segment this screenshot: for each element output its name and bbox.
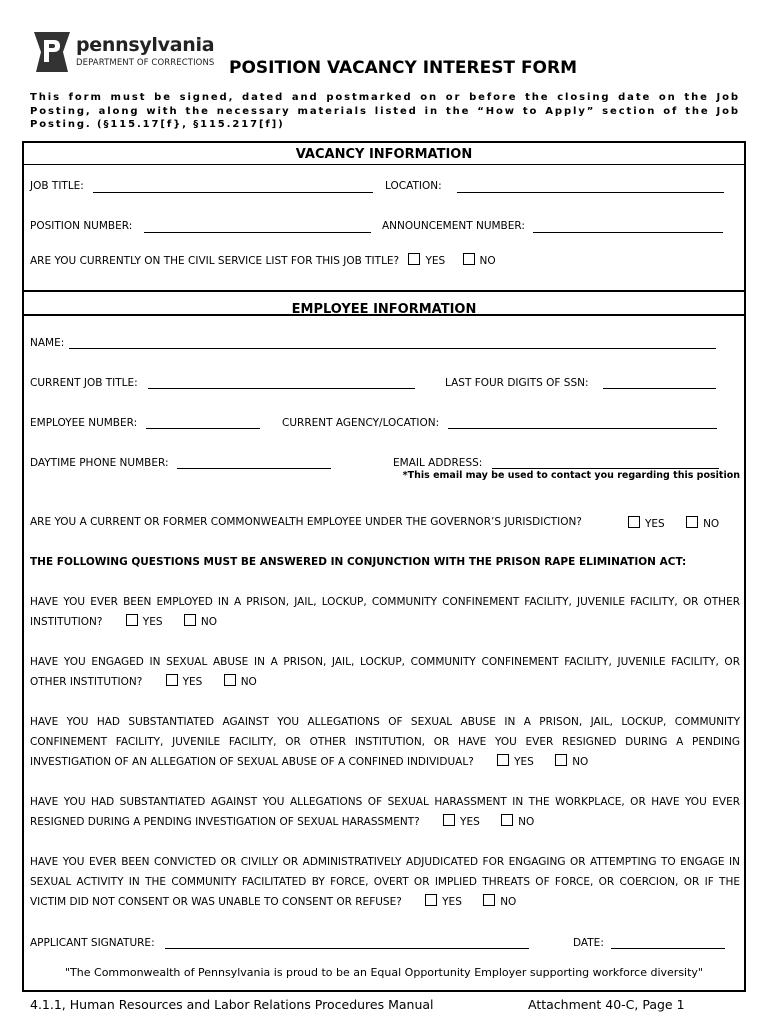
q5-yes[interactable] — [425, 892, 462, 912]
agency-label: CURRENT AGENCY/LOCATION: — [282, 417, 440, 429]
no-label: NO — [703, 518, 720, 530]
civil-service-yes[interactable] — [408, 253, 445, 268]
checkbox-icon[interactable] — [126, 614, 138, 626]
current-job-title-field[interactable] — [148, 376, 415, 389]
date-label: DATE: — [573, 937, 604, 949]
q2-yes[interactable] — [166, 672, 203, 692]
section-divider — [22, 290, 746, 292]
no-label: NO — [572, 756, 589, 768]
prea-question-4 — [30, 792, 740, 832]
checkbox-icon[interactable] — [425, 894, 437, 906]
eoe-statement: "The Commonwealth of Pennsylvania is proud to be an Equal Opportunity Employer supporting workforce diversity" — [65, 966, 703, 979]
checkbox-icon[interactable] — [166, 674, 178, 686]
q1-yes[interactable] — [126, 612, 163, 632]
section-divider — [22, 314, 746, 316]
logo-department: DEPARTMENT OF CORRECTIONS — [76, 58, 215, 68]
phone-field[interactable] — [177, 456, 331, 469]
question-text: HAVE YOU EVER BEEN CONVICTED OR CIVILLY OR ADMINISTRATIVELY ADJUDICATED FOR ENGAGING OR ATTEMPTING TO ENGAGE IN SEXUAL ACTIVITY IN THE COMMUNITY FACILITATED BY FORCE, OVERT OR IMPLIED THREATS OF FORCE, OR COERCION, OR IF THE VICTIM DID NOT CONSENT OR WAS UNABLE TO CONSENT OR REFUSE? — [30, 856, 740, 908]
current-job-title-label: CURRENT JOB TITLE: — [30, 377, 138, 389]
question-text: HAVE YOU ENGAGED IN SEXUAL ABUSE IN A PRISON, JAIL, LOCKUP, COMMUNITY CONFINEMENT FACILITY, JUVENILE FACILITY, OR OTHER INSTITUTION? — [30, 656, 740, 688]
no-label: NO — [479, 255, 496, 267]
commonwealth-question — [30, 516, 582, 529]
checkbox-icon[interactable] — [628, 516, 640, 528]
yes-label: YES — [182, 676, 203, 688]
yes-label: YES — [514, 756, 534, 768]
location-label: LOCATION: — [385, 180, 442, 192]
checkbox-icon[interactable] — [497, 754, 509, 766]
checkbox-icon[interactable] — [443, 814, 455, 826]
agency-field[interactable] — [448, 416, 717, 429]
employee-number-field[interactable] — [146, 416, 260, 429]
vacancy-heading: VACANCY INFORMATION — [295, 147, 473, 162]
q4-yes[interactable] — [443, 812, 480, 832]
question-text: HAVE YOU EVER BEEN EMPLOYED IN A PRISON, JAIL, LOCKUP, COMMUNITY CONFINEMENT FACILITY, JUVENILE FACILITY, OR OTHER INSTITUTION? — [30, 596, 740, 628]
ssn-label: LAST FOUR DIGITS OF SSN: — [445, 377, 589, 389]
yes-label: YES — [142, 616, 163, 628]
announcement-number-label: ANNOUNCEMENT NUMBER: — [382, 220, 525, 232]
employee-heading: EMPLOYEE INFORMATION — [291, 302, 477, 314]
email-label: EMAIL ADDRESS: — [393, 457, 483, 469]
q2-no[interactable] — [224, 672, 257, 692]
q3-no[interactable] — [555, 752, 588, 772]
name-field[interactable] — [69, 336, 716, 349]
q4-no[interactable] — [501, 812, 534, 832]
checkbox-icon[interactable] — [224, 674, 236, 686]
checkbox-icon[interactable] — [555, 754, 567, 766]
checkbox-icon[interactable] — [184, 614, 196, 626]
checkbox-icon[interactable] — [686, 516, 698, 528]
announcement-number-field[interactable] — [533, 220, 723, 233]
checkbox-icon[interactable] — [483, 894, 495, 906]
question-text: HAVE YOU HAD SUBSTANTIATED AGAINST YOU ALLEGATIONS OF SEXUAL ABUSE IN A PRISON, JAIL, LOCKUP, COMMUNITY CONFINEMENT FACILITY, JUVENILE FACILITY, OR OTHER INSTITUTION, OR HAVE YOU EVER RESIGNED DURING A PENDING INVESTIGATION OF AN ALLEGATION OF SEXUAL ABUSE OF A CONFINED INDIVIDUAL? — [30, 716, 740, 768]
q1-no[interactable] — [184, 612, 217, 632]
prea-question-3 — [30, 712, 740, 772]
q5-no[interactable] — [483, 892, 516, 912]
checkbox-icon[interactable] — [408, 253, 420, 265]
form-title: POSITION VACANCY INTEREST FORM — [229, 58, 578, 78]
yes-label: YES — [442, 896, 462, 908]
employee-number-label: EMPLOYEE NUMBER: — [30, 417, 138, 429]
phone-label: DAYTIME PHONE NUMBER: — [30, 457, 169, 469]
yes-label: YES — [460, 816, 480, 828]
civil-service-no[interactable] — [463, 253, 496, 268]
position-number-label: POSITION NUMBER: — [30, 220, 133, 232]
commonwealth-label: ARE YOU A CURRENT OR FORMER COMMONWEALTH EMPLOYEE UNDER THE GOVERNOR’S JURISDICTION? — [30, 516, 582, 528]
question-text: HAVE YOU HAD SUBSTANTIATED AGAINST YOU ALLEGATIONS OF SEXUAL HARASSMENT IN THE WORKPLACE, OR HAVE YOU EVER RESIGNED DURING A PENDING INVESTIGATION OF SEXUAL HARASSMENT? — [30, 796, 740, 828]
form-instructions: This form must be signed, dated and postmarked on or before the closing date on the Job Posting, along with the necessary materials listed in the “How to Apply” section of the Job Posting. (§115.17[f}, §115.217[f]) — [30, 92, 740, 130]
name-label: NAME: — [30, 337, 65, 349]
keystone-icon — [30, 30, 74, 74]
q3-yes[interactable] — [497, 752, 534, 772]
checkbox-icon[interactable] — [501, 814, 513, 826]
ssn-field[interactable] — [603, 376, 716, 389]
date-field[interactable] — [611, 936, 725, 949]
commonwealth-no[interactable] — [686, 516, 719, 531]
prea-question-1 — [30, 592, 740, 632]
job-title-field[interactable] — [93, 180, 373, 193]
commonwealth-options — [628, 516, 719, 531]
location-field[interactable] — [457, 180, 724, 193]
signature-field[interactable] — [165, 936, 529, 949]
no-label: NO — [500, 896, 517, 908]
no-label: NO — [240, 676, 257, 688]
yes-label: YES — [425, 255, 446, 267]
job-title-label: JOB TITLE: — [30, 180, 84, 192]
email-note: *This email may be used to contact you regarding this position — [402, 470, 740, 481]
no-label: NO — [518, 816, 535, 828]
position-number-field[interactable] — [144, 220, 371, 233]
prea-question-2 — [30, 652, 740, 692]
prea-heading: THE FOLLOWING QUESTIONS MUST BE ANSWERED IN CONJUNCTION WITH THE PRISON RAPE ELIMINATION ACT: — [30, 556, 687, 568]
footer-manual: 4.1.1, Human Resources and Labor Relations Procedures Manual — [30, 997, 434, 1012]
logo-wordmark: pennsylvania — [76, 34, 215, 56]
yes-label: YES — [645, 518, 665, 530]
section-divider — [24, 164, 744, 165]
no-label: NO — [200, 616, 217, 628]
civil-service-label: ARE YOU CURRENTLY ON THE CIVIL SERVICE LIST FOR THIS JOB TITLE? — [30, 255, 400, 267]
signature-label: APPLICANT SIGNATURE: — [30, 937, 155, 949]
footer-attachment: Attachment 40-C, Page 1 — [528, 997, 685, 1012]
prea-question-5 — [30, 852, 740, 912]
email-field[interactable] — [492, 456, 719, 469]
checkbox-icon[interactable] — [463, 253, 475, 265]
commonwealth-yes[interactable] — [628, 516, 665, 531]
civil-service-question — [30, 253, 496, 268]
dept-logo — [30, 30, 220, 75]
